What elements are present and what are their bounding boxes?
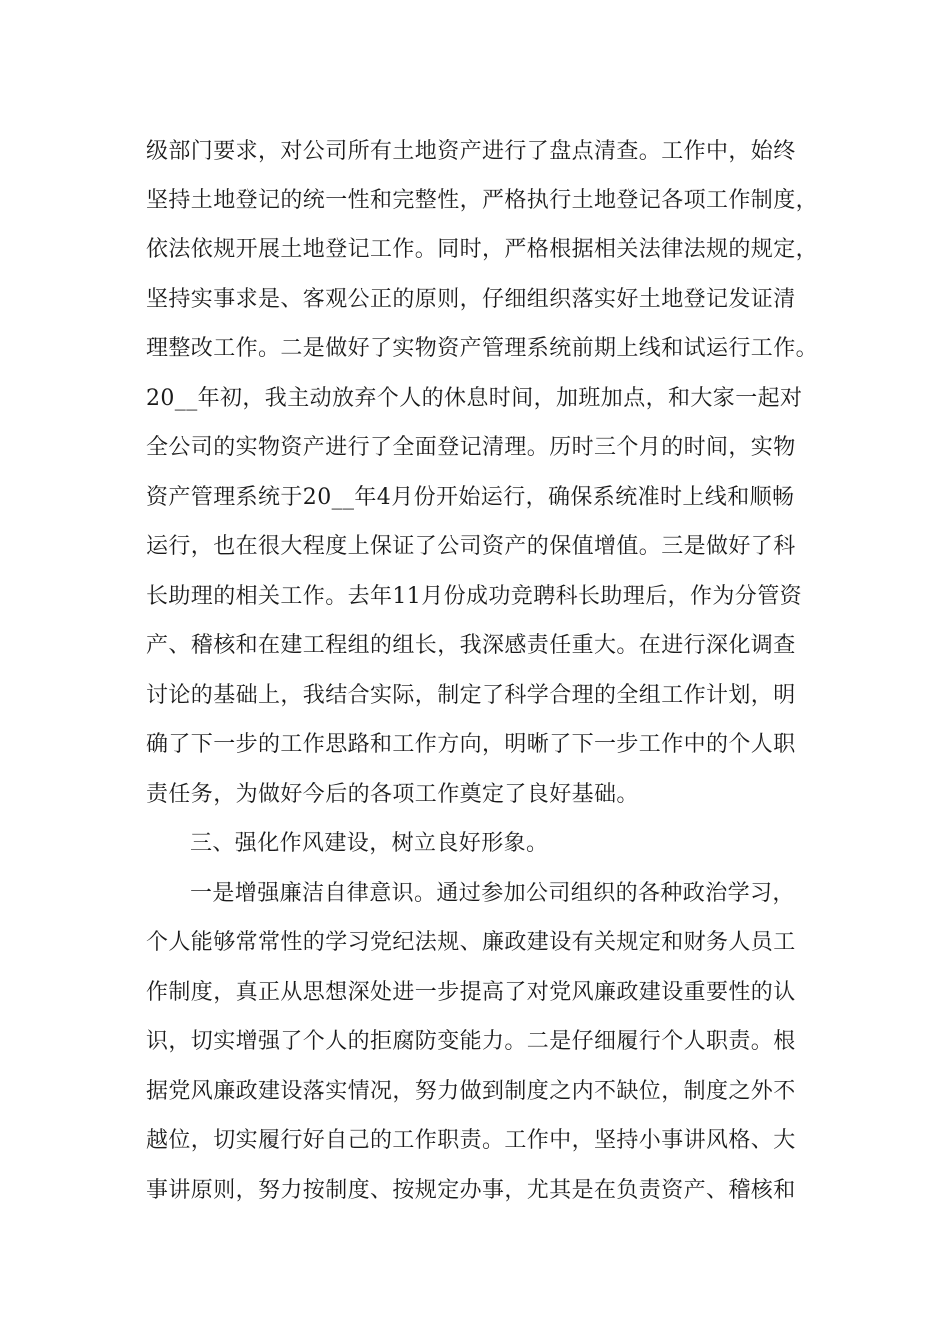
text-line: 讨论的基础上，我结合实际，制定了科学合理的全组工作计划，明 — [146, 683, 796, 708]
paragraph-first-line: 一是增强廉洁自律意识。通过参加公司组织的各种政治学习， — [190, 881, 795, 906]
text-line: 作制度，真正从思想深处进一步提高了对党风廉政建设重要性的认 — [146, 980, 796, 1005]
text-line: 事讲原则，努力按制度、按规定办事，尤其是在负责资产、稽核和 — [146, 1178, 796, 1203]
text-line: 运行，也在很大程度上保证了公司资产的保值增值。三是做好了科 — [146, 534, 796, 559]
text-line: 识，切实增强了个人的拒腐防变能力。二是仔细履行个人职责。根 — [146, 1029, 796, 1054]
text-line: 长助理的相关工作。去年11月份成功竞聘科长助理后，作为分管资 — [146, 584, 802, 609]
section-heading: 三、强化作风建设，树立良好形象。 — [190, 831, 549, 856]
text-line: 全公司的实物资产进行了全面登记清理。历时三个月的时间，实物 — [146, 435, 796, 460]
text-line: 个人能够常常性的学习党纪法规、廉政建设有关规定和财务人员工 — [146, 930, 796, 955]
text-line: 确了下一步的工作思路和工作方向，明晰了下一步工作中的个人职 — [146, 732, 796, 757]
text-line: 级部门要求，对公司所有土地资产进行了盘点清查。工作中，始终 — [146, 139, 796, 164]
text-line: 20__年初，我主动放弃个人的休息时间，加班加点，和大家一起对 — [146, 386, 803, 411]
text-line: 据党风廉政建设落实情况，努力做到制度之内不缺位，制度之外不 — [146, 1079, 796, 1104]
text-line: 产、稽核和在建工程组的组长，我深感责任重大。在进行深化调查 — [146, 633, 796, 658]
text-line: 坚持土地登记的统一性和完整性，严格执行土地登记各项工作制度， — [146, 188, 819, 213]
text-line: 资产管理系统于20__年4月份开始运行，确保系统准时上线和顺畅 — [146, 485, 795, 510]
text-line: 依法依规开展土地登记工作。同时，严格根据相关法律法规的规定， — [146, 237, 819, 262]
text-line: 坚持实事求是、客观公正的原则，仔细组织落实好土地登记发证清 — [146, 287, 796, 312]
text-line: 理整改工作。二是做好了实物资产管理系统前期上线和试运行工作。 — [146, 336, 819, 361]
text-line: 越位，切实履行好自己的工作职责。工作中，坚持小事讲风格、大 — [146, 1128, 796, 1153]
text-line: 责任务，为做好今后的各项工作奠定了良好基础。 — [146, 782, 639, 807]
